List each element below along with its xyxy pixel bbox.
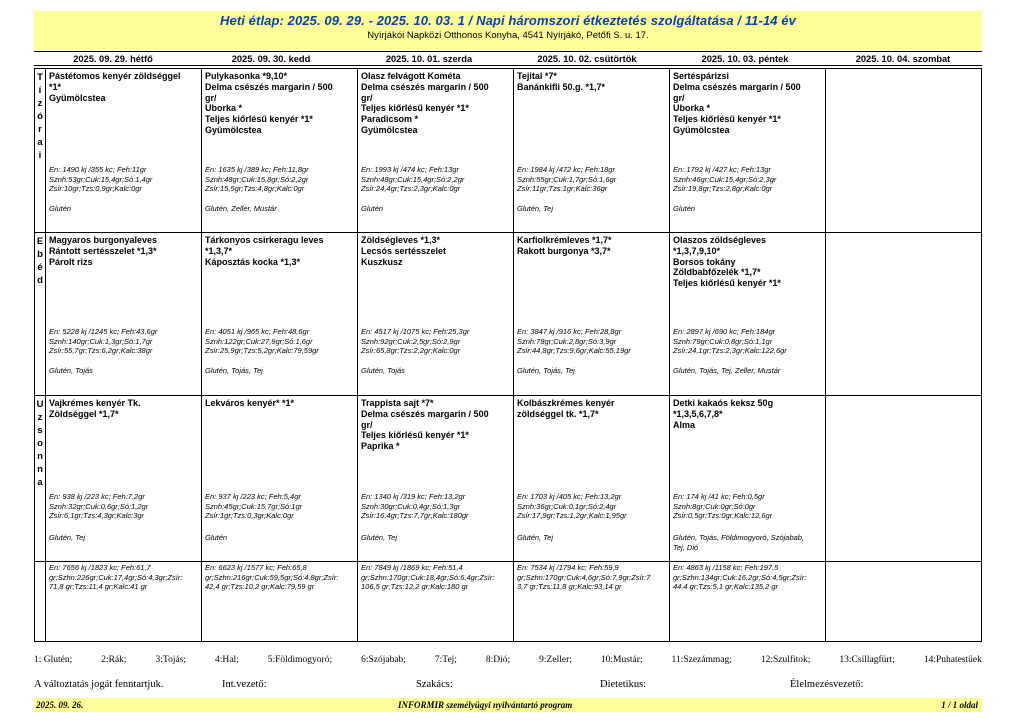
menu-item: Paprika * [361, 441, 400, 452]
menu-cell [514, 69, 670, 232]
food-manager-signature-label: Élelmezésvezető: [790, 679, 864, 690]
menu-item: Delma csészés margarin / 500 [673, 81, 801, 92]
menu-cell [202, 233, 358, 395]
daily-total-line: En: 4863 kj /1158 kc; Feh:197,5 [673, 563, 779, 572]
legend-item: 2:Rák; [101, 655, 127, 665]
menu-item: gr/ [361, 92, 373, 103]
menu-item: Magyaros burgonyaleves [49, 235, 158, 245]
menu-cell [670, 233, 826, 395]
allergen-line: Glutén, Tojás, Földimogyoró, Szójabab, [673, 533, 805, 542]
daily-total-cell [358, 562, 514, 641]
nutrition-line: En: 1703 kj /405 kc; Feh:13,2gr [517, 492, 622, 501]
nutrition-info [673, 492, 823, 521]
allergen-legend [34, 655, 982, 665]
menu-item: Sertéspárizsi [673, 71, 730, 81]
menu-item: gr/ [205, 92, 217, 103]
legend-item: 7:Tej; [434, 655, 457, 665]
legend-item: 3:Tojás; [155, 655, 187, 665]
meal-label-letter: r [38, 124, 42, 135]
meal-label-letter: n [37, 464, 43, 475]
allergen-line: Glutén [49, 204, 72, 213]
meal-row-afternoon-snack [35, 396, 981, 562]
meal-label-letter: s [37, 425, 43, 436]
nutrition-info [361, 165, 511, 194]
daily-total-line: En: 7656 kj /1823 kc; Feh:61,7 [49, 563, 151, 572]
menu-item: Rántott sertésszelet *1,3* [49, 245, 157, 256]
nutrition-line: Sznh:46gr;Cuk:15,4gr;Só:2,3gr [673, 174, 777, 184]
legend-item: 6:Szójabab; [361, 655, 406, 665]
menu-item: Gyümölcstea [673, 124, 730, 135]
menu-cell [514, 233, 670, 395]
menu-items [205, 71, 355, 136]
nutrition-info [49, 327, 199, 356]
totals-label [35, 562, 46, 641]
menu-item: Olaszos zöldségleves [673, 235, 767, 245]
daily-total-line: En: 6623 kj /1577 kc; Feh:65,8 [205, 563, 307, 572]
day-header: 2025. 09. 29. hétfő [73, 54, 153, 64]
daily-total-nutrition [361, 563, 511, 592]
page-number: 1 / 1 oldal [941, 700, 978, 710]
menu-item: Vajkrémes kenyér Tk. [49, 398, 141, 408]
daily-total-nutrition [517, 563, 667, 592]
meal-label-letter: n [37, 451, 43, 462]
allergen-line: Glutén [673, 204, 696, 213]
menu-item: Gyümölcstea [205, 124, 262, 135]
nutrition-line: Zsír:15,5gr;Tzs:4,8gr;Kalc:0gr [205, 184, 305, 194]
menu-item: zöldséggel tk. *1,7* [517, 408, 599, 419]
menu-cell [514, 396, 670, 561]
nutrition-line: Zsír:65,8gr;Tzs:2,2gr;Kalc:0gr [361, 346, 461, 356]
menu-item: Olasz felvágott Kométa [361, 71, 461, 81]
menu-item: Lecsós sertésszelet [361, 245, 447, 256]
menu-item: Uborka * [673, 103, 711, 114]
kitchen-address: Nyírjákói Napközi Otthonos Konyha, 4541 Nyírjákó, Petőfi S. u. 17. [367, 30, 649, 41]
daily-total-cell [46, 562, 202, 641]
nutrition-line: Sznh:48gr;Cuk:15,4gr;Só:2,2gr [361, 174, 465, 184]
nutrition-line: En: 2897 kj /690 kc; Feh:184gr [673, 327, 776, 336]
legend-item: 5:Földimogyoró; [267, 655, 333, 665]
menu-item: Uborka * [205, 103, 243, 114]
nutrition-line: Zsír:44,8gr;Tzs:9,6gr;Kalc:55,19gr [517, 346, 631, 356]
allergen-line: Glutén [361, 204, 384, 213]
meal-label-letter: b [37, 249, 43, 260]
menu-items [49, 398, 199, 420]
nutrition-line: En: 1340 kj /319 kc; Feh:13,2gr [361, 492, 466, 501]
daily-total-line: 44,4 gr;Tzs:5,1 gr;Kalc:135,2 gr [673, 582, 779, 592]
nutrition-line: Sznh:48gr;Cuk:15,8gr;Só:2,2gr [205, 174, 309, 184]
meal-label-letter: z [37, 98, 43, 109]
menu-item: Lekváros kenyér* *1* [205, 398, 295, 408]
daily-total-line: gr;Szhn:216gr;Cuk:59,5gr;Só:4,8gr;Zsír: [205, 572, 339, 582]
print-date: 2025. 09. 26. [36, 700, 84, 710]
meal-row-lunch [35, 233, 981, 396]
nutrition-line: Zsír:10gr;Tzs:0,9gr;Kalc:0gr [49, 184, 142, 194]
allergen-list [205, 533, 355, 543]
menu-items [673, 71, 823, 136]
nutrition-info [673, 165, 823, 194]
nutrition-info [361, 327, 511, 356]
daily-total-nutrition [49, 563, 199, 592]
allergen-list [673, 533, 823, 552]
meal-label-letter: E [36, 236, 44, 247]
daily-total-line: gr;Szhn:170gr;Cuk:18,4gr;Só:6,4gr;Zsír: [361, 572, 495, 582]
menu-item: Párolt rizs [49, 256, 93, 267]
day-header: 2025. 09. 30. kedd [231, 54, 311, 64]
nutrition-line: Zsír:11gr;Tzs:1gr;Kalc:36gr [517, 184, 608, 194]
nutrition-line: En: 4051 kj /965 kc; Feh:48,6gr [205, 327, 310, 336]
menu-cell [670, 396, 826, 561]
daily-totals-row [35, 562, 981, 641]
daily-total-line: En: 7849 kj /1869 kc; Feh:51,4 [361, 563, 463, 572]
daily-total-cell [202, 562, 358, 641]
dietitian-signature-label: Dietetikus: [600, 679, 647, 690]
day-header: 2025. 10. 04. szombat [855, 54, 951, 64]
allergen-list [517, 204, 667, 214]
menu-cell [46, 69, 202, 232]
nutrition-line: Zsír:1gr;Tzs:0,3gr;Kalc:0gr [205, 511, 294, 521]
nutrition-line: En: 3847 kj /916 kc; Feh:28,8gr [517, 327, 622, 336]
nutrition-line: Sznh:122gr;Cuk:27,9gr;Só:1,6gr [205, 336, 313, 346]
meal-label-letter: U [36, 399, 44, 410]
menu-item: *1,3,7,9,10* [673, 245, 721, 256]
daily-total-line: 3,7 gr;Tzs:11,8 gr;Kalc:93,14 gr [517, 582, 622, 592]
nutrition-line: Sznh:8gr;Cuk:0gr;Só:0gr [673, 501, 756, 511]
menu-cell [358, 233, 514, 395]
menu-grid [34, 68, 982, 642]
allergen-line: Glutén, Zeller, Mustár [205, 204, 277, 213]
legend-item: 4:Hal; [215, 655, 239, 665]
menu-item: Zöldbabfőzelék *1,7* [673, 267, 761, 278]
nutrition-line: Zsír:19,8gr;Tzs:2,8gr;Kalc:0gr [673, 184, 773, 194]
menu-cell [670, 69, 826, 232]
nutrition-info [49, 492, 199, 521]
nutrition-info [49, 165, 199, 194]
nutrition-line: Sznh:30gr;Cuk:0,4gr;Só:1,3gr [361, 501, 461, 511]
day-header: 2025. 10. 03. péntek [701, 54, 789, 64]
meal-label-letter: ó [37, 111, 43, 122]
nutrition-line: Zsír:55,7gr;Tzs:6,2gr;Kalc:38gr [49, 346, 153, 356]
legend-item: 13:Csillagfürt; [839, 655, 895, 665]
menu-cell [202, 69, 358, 232]
menu-item: Teljes kiőrlésű kenyér *1* [673, 278, 781, 289]
allergen-line: Glutén, Tojás [49, 366, 93, 375]
menu-item: Teljes kiőrlésű kenyér *1* [361, 430, 469, 441]
menu-item: Kuszkusz [361, 256, 403, 267]
meal-label-letter: T [37, 72, 43, 83]
nutrition-info [361, 492, 511, 521]
menu-item: Karfiolkrémleves *1,7* [517, 235, 612, 245]
menu-cell [826, 69, 981, 232]
menu-item: Borsos tokány [673, 256, 736, 267]
nutrition-line: Zsír:16,4gr;Tzs:7,7gr;Kalc:180gr [361, 511, 469, 521]
menu-item: Pástétomos kenyér zöldséggel [49, 71, 181, 81]
daily-total-line: gr;Szhn:170gr;Cuk:4,6gr;Só:7,9gr;Zsír:7 [517, 572, 651, 582]
menu-item: Delma csészés margarin / 500 [205, 81, 333, 92]
nutrition-line: En: 1993 kj /474 kc; Feh:13gr [361, 165, 459, 174]
meal-label-letter: d [37, 275, 43, 286]
nutrition-line: Zsír:17,9gr;Tzs:1,2gr;Kalc:1,95gr [517, 511, 627, 521]
meal-label-letter: é [37, 262, 43, 273]
legend-item: 8:Dió; [485, 655, 511, 665]
allergen-line: Glutén [205, 533, 228, 542]
allergen-list [673, 204, 823, 214]
nutrition-line: Sznh:53gr;Cuk:15,4gr;Só:1,4gr [49, 174, 153, 184]
allergen-list [517, 366, 667, 376]
menu-item: Banánkifli 50.g. *1,7* [517, 81, 606, 92]
menu-items [517, 398, 667, 420]
meal-label-letter: o [37, 438, 43, 449]
menu-item: Zöldségleves *1,3* [361, 235, 441, 245]
nutrition-line: Sznh:32gr;Cuk:0,6gr;Só:1,2gr [49, 501, 149, 511]
cook-signature-label: Szakács: [416, 679, 453, 690]
daily-total-nutrition [205, 563, 355, 592]
legend-item: 12:Szulfitok; [760, 655, 811, 665]
legend-item: 14:Puhatestűek [923, 655, 982, 665]
manager-signature-label: Int.vezető: [222, 679, 267, 690]
change-note: A változtatás jogát fenntartjuk. [34, 679, 164, 690]
menu-item: Teljes kiőrlésű kenyér *1* [673, 114, 781, 125]
allergen-line: Glutén, Tojás, Tej, Zeller, Mustár [673, 366, 781, 375]
menu-item: *1,3,5,6,7,8* [673, 408, 723, 419]
menu-item: Detki kakaós keksz 50g [673, 398, 774, 408]
allergen-line: Glutén, Tej [517, 533, 553, 542]
nutrition-line: Zsír:6,1gr;Tzs:4,3gr;Kalc:3gr [49, 511, 145, 521]
allergen-list [673, 366, 823, 376]
daily-total-line: 42,4 gr;Tzs:10,2 gr;Kalc:79,59 gr [205, 582, 315, 592]
nutrition-line: Sznh:45gr;Cuk:15,7gr;Só:1gr [205, 501, 303, 511]
menu-cell [358, 396, 514, 561]
menu-items [517, 235, 667, 257]
menu-item: Paradicsom * [361, 114, 419, 125]
menu-cell [826, 396, 981, 561]
day-header-row [34, 51, 982, 66]
daily-total-line: 106,5 gr;Tzs:12,2 gr;Kalc:180 gr [361, 582, 469, 592]
program-name: INFORMIR személyügyi nyilvántartó program [398, 700, 573, 710]
allergen-list [49, 533, 199, 543]
nutrition-line: Sznh:78gr;Cuk:2,8gr;Só:3,9gr [517, 336, 617, 346]
meal-label [35, 69, 46, 232]
allergen-list [517, 533, 667, 543]
menu-item: *1,3,7* [205, 245, 233, 256]
nutrition-info [517, 492, 667, 521]
menu-cell [826, 233, 981, 395]
menu-item: Teljes kiőrlésű kenyér *1* [361, 103, 469, 114]
allergen-line: Glutén, Tojás, Tej [517, 366, 575, 375]
legend-item: 1: Glutén; [34, 655, 73, 665]
nutrition-line: En: 1792 kj /427 kc; Feh:13gr [673, 165, 771, 174]
nutrition-line: En: 1984 kj /472 kc; Feh:18gr [517, 165, 615, 174]
nutrition-info [673, 327, 823, 356]
menu-items [49, 235, 199, 267]
menu-item: gr/ [673, 92, 685, 103]
nutrition-line: Sznh:36gr;Cuk:0,1gr;Só:2,4gr [517, 501, 617, 511]
page-title: Heti étlap: 2025. 09. 29. - 2025. 10. 03. 1 / Napi háromszori étkeztetés szolgáltatása / 11-14 év [220, 13, 796, 28]
nutrition-info [205, 492, 355, 521]
nutrition-line: Zsír:24,4gr;Tzs:2,3gr;Kalc:0gr [361, 184, 461, 194]
nutrition-info [517, 327, 667, 356]
daily-total-cell [826, 562, 981, 641]
allergen-line: Glutén, Tej [361, 533, 397, 542]
nutrition-line: En: 4517 kj /1075 kc; Feh:25,3gr [361, 327, 470, 336]
menu-item: Pulykasonka *9,10* [205, 71, 288, 81]
menu-item: Zöldséggel *1,7* [49, 408, 119, 419]
allergen-list [361, 204, 511, 214]
allergen-line: Glutén, Tej [49, 533, 85, 542]
allergen-list [205, 204, 355, 214]
nutrition-line: En: 1635 kj /389 kc; Feh:11,8gr [205, 165, 309, 174]
menu-items [205, 398, 355, 409]
meal-label-letter: z [37, 412, 43, 423]
menu-cell [358, 69, 514, 232]
daily-total-line: gr;Szhn:134gr;Cuk:16,2gr;Só:4,5gr;Zsír: [673, 572, 807, 582]
daily-total-cell [670, 562, 826, 641]
meal-label-letter: a [37, 137, 43, 148]
menu-items [361, 71, 511, 136]
daily-total-nutrition [673, 563, 823, 592]
menu-item: Delma csészés margarin / 500 [361, 408, 489, 419]
allergen-list [49, 366, 199, 376]
menu-cell [46, 233, 202, 395]
menu-item: Delma csészés margarin / 500 [361, 81, 489, 92]
nutrition-line: En: 1490 kj /355 kc; Feh:11gr [49, 165, 147, 174]
nutrition-line: En: 938 kj /223 kc; Feh:7,2gr [49, 492, 145, 501]
day-header: 2025. 10. 01. szerda [385, 54, 473, 64]
menu-items [517, 71, 667, 93]
meal-label [35, 233, 46, 395]
nutrition-info [517, 165, 667, 194]
menu-item: Káposztás kocka *1,3* [205, 256, 301, 267]
menu-item: Gyümölcstea [361, 124, 418, 135]
nutrition-line: En: 937 kj /223 kc; Feh:5,4gr [205, 492, 301, 501]
menu-item: Trappista sajt *7* [361, 398, 434, 408]
daily-total-cell [514, 562, 670, 641]
menu-cell [202, 396, 358, 561]
nutrition-line: Sznh:55gr;Cuk:1,7gr;Só:1,6gr [517, 174, 617, 184]
daily-total-line: En: 7534 kj /1794 kc; Feh:59,9 [517, 563, 619, 572]
allergen-line: Glutén, Tojás [361, 366, 405, 375]
legend-item: 11:Szezámmag; [671, 655, 732, 665]
meal-row-morning-snack [35, 69, 981, 233]
meal-label [35, 396, 46, 561]
menu-cell [46, 396, 202, 561]
daily-total-line: gr;Szhn:226gr;Cuk:17,4gr;Só:4,3gr;Zsír: [49, 572, 183, 582]
menu-items [49, 71, 199, 103]
menu-item: Tejital *7* [517, 71, 557, 81]
legend-item: 10:Mustár; [600, 655, 643, 665]
legend-item: 9:Zeller; [539, 655, 572, 665]
nutrition-line: Zsír:0,5gr;Tzs:0gr;Kalc:12,6gr [673, 511, 773, 521]
nutrition-line: Sznh:140gr;Cuk:1,3gr;Só:1,7gr [49, 336, 153, 346]
nutrition-line: Sznh:79gr;Cuk:0,8gr;Só:1,1gr [673, 336, 773, 346]
nutrition-info [205, 165, 355, 194]
day-header: 2025. 10. 02. csütörtök [537, 54, 637, 64]
allergen-line: Glutén, Tej [517, 204, 553, 213]
menu-item: Alma [673, 419, 696, 430]
nutrition-line: Zsír:24,1gr;Tzs:2,3gr;Kalc:122,6gr [673, 346, 787, 356]
allergen-list [205, 366, 355, 376]
menu-item: Rakott burgonya *3,7* [517, 245, 611, 256]
meal-label-letter: a [37, 477, 43, 488]
menu-items [361, 235, 511, 267]
footer-bar [34, 698, 982, 712]
allergen-list [49, 204, 199, 214]
menu-item: Teljes kiőrlésű kenyér *1* [205, 114, 313, 125]
meal-label-letter: í [38, 85, 42, 96]
nutrition-info [205, 327, 355, 356]
meal-label-letter: i [38, 150, 42, 161]
allergen-list [361, 533, 511, 543]
menu-item: gr/ [361, 419, 373, 430]
daily-total-line: 71,8 gr;Tzs:11,4 gr;Kalc:41 gr [49, 582, 148, 592]
menu-items [205, 235, 355, 267]
nutrition-line: En: 174 kj /41 kc; Feh:0,5gr [673, 492, 765, 501]
nutrition-line: Sznh:92gr;Cuk:2,5gr;Só:2,9gr [361, 336, 461, 346]
menu-items [673, 398, 823, 430]
menu-items [361, 398, 511, 452]
menu-items [673, 235, 823, 289]
allergen-line: Glutén, Tojás, Tej [205, 366, 263, 375]
nutrition-line: En: 5228 kj /1245 kc; Feh:43,6gr [49, 327, 158, 336]
allergen-line: Tej, Dió [673, 542, 699, 552]
menu-item: Tárkonyos csirkeragu leves [205, 235, 324, 245]
menu-item: *1* [49, 81, 62, 92]
menu-item: Gyümölcstea [49, 92, 106, 103]
allergen-list [361, 366, 511, 376]
menu-header [34, 11, 982, 50]
nutrition-line: Zsír:25,9gr;Tzs:5,2gr;Kalc:79,59gr [205, 346, 319, 356]
menu-item: Kolbászkrémes kenyér [517, 398, 615, 408]
